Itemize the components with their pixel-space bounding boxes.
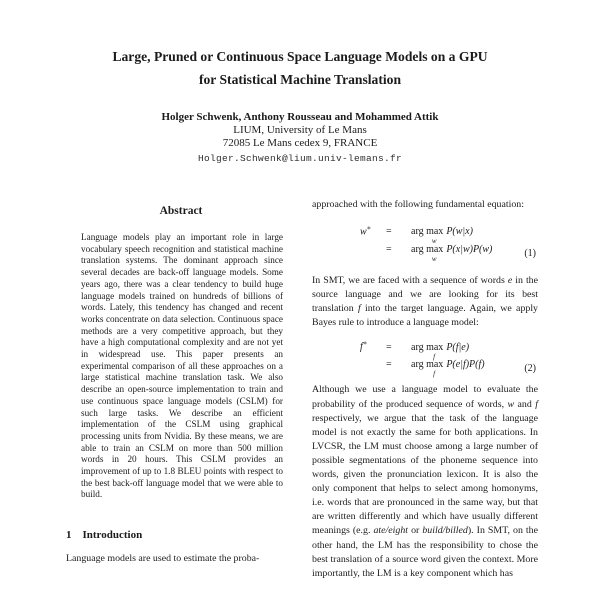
argmax-operator: arg max f bbox=[411, 359, 444, 379]
argmax-subscript: w bbox=[431, 255, 437, 264]
abstract-body: Language models play an important role in large vocabulary speech recognition and statistical machine translation systems. The dominant approach since several decades are back-off language models. Some years ago, there was a clear tendency to build huge language models trained on hundreds of billions of words. Lately, this tendency has changed and recent works concentrate on data selection. Continuous space methods are a very competitive approach, but they have a high computational complexity and are not yet in widespread use. This paper presents an experimental comparison of all these approaches on a large statistical machine translation task. We also describe an open-source implementation to train and use continuous space language models (CSLM) for such large tasks. We describe an efficient implementation of the CSLM using graphical processing units from Nvidia. By these means, we are able to train an CSLM on more than 500 million words in 20 hours. This CSLM provides an improvement of up to 1.8 BLEU points with respect to the best back-off language model that we were able to build. bbox=[81, 232, 283, 500]
section-heading-introduction bbox=[66, 528, 296, 542]
equation-expression: P(e|f)P(f) bbox=[446, 359, 485, 371]
authors-line: Holger Schwenk, Anthony Rousseau and Mohammed Attik bbox=[161, 111, 439, 123]
equation-expression: P(w|x) bbox=[446, 226, 473, 238]
argmax-subscript: w bbox=[431, 237, 437, 246]
equation-2 bbox=[312, 339, 538, 379]
equation-1-row-1 bbox=[360, 224, 538, 244]
argmax-subscript: f bbox=[433, 370, 436, 379]
argmax-operator: arg max f bbox=[411, 341, 444, 361]
right-column bbox=[312, 198, 538, 581]
paper-title bbox=[0, 45, 600, 91]
equals-sign: = bbox=[386, 244, 392, 256]
paragraph-fundamental-equation: approached with the following fundamental equation: bbox=[312, 199, 524, 210]
address-line: 72085 Le Mans cedex 9, FRANCE bbox=[222, 136, 378, 149]
affiliation-line: LIUM, University of Le Mans bbox=[233, 124, 367, 136]
equation-number: (2) bbox=[524, 363, 536, 375]
superscript-star: ∗ bbox=[366, 224, 372, 233]
two-column-body bbox=[0, 198, 600, 581]
equation-lhs: f∗ bbox=[360, 339, 368, 353]
paper-header bbox=[0, 0, 600, 165]
paragraph-smt-bayes: In SMT, we are faced with a sequence of words e in the source language and we are looking for its best translation f into the target language. Again, we apply Bayes rule to introduce a language model: bbox=[312, 275, 539, 329]
equals-sign: = bbox=[386, 226, 392, 238]
equals-sign: = bbox=[386, 359, 392, 371]
equation-1-row-2 bbox=[360, 244, 538, 264]
paper-title-line1: Large, Pruned or Continuous Space Language Models on a GPU bbox=[112, 49, 488, 64]
equals-sign: = bbox=[386, 341, 392, 353]
equation-expression: P(x|w)P(w) bbox=[446, 244, 493, 256]
argmax-subscript: f bbox=[433, 352, 436, 361]
section-title: Introduction bbox=[82, 529, 143, 542]
left-column bbox=[66, 198, 296, 581]
equation-number: (1) bbox=[524, 248, 536, 260]
section-number: 1 bbox=[66, 529, 72, 542]
author-email: Holger.Schwenk@lium.univ-lemans.fr bbox=[197, 153, 403, 164]
argmax-operator: arg max w bbox=[411, 244, 444, 264]
introduction-first-line: Language models are used to estimate the proba- bbox=[66, 553, 260, 565]
equation-2-row-1 bbox=[360, 339, 538, 359]
equation-expression: P(f|e) bbox=[446, 341, 470, 353]
equation-lhs: w∗ bbox=[360, 224, 372, 238]
argmax-operator: arg max w bbox=[411, 226, 444, 246]
paper-title-line2: for Statistical Machine Translation bbox=[198, 72, 401, 87]
equation-1 bbox=[312, 224, 538, 264]
abstract-heading: Abstract bbox=[159, 205, 203, 217]
equation-2-row-2 bbox=[360, 359, 538, 379]
superscript-star: ∗ bbox=[362, 339, 368, 348]
paragraph-lm-comparison: Although we use a language model to evaluate the probability of the produced sequence of words, w and f respectively, we argue that the task of the language model is not exactly the same for both applications. In LVCSR, the LM must choose among a large number of possible segmentations of the phoneme sequence into words, given the pronunciation lexicon. It is also the only component that helps to select among homonyms, i.e. words that are pronounced in the same way, but that are written differently and which have usually different meanings (e.g. ate/eight or build/billed). In SMT, on the other hand, the LM has the responsibility to chose the best translation of a source word given the context. More importantly, the LM is a key component which has bbox=[312, 384, 538, 579]
